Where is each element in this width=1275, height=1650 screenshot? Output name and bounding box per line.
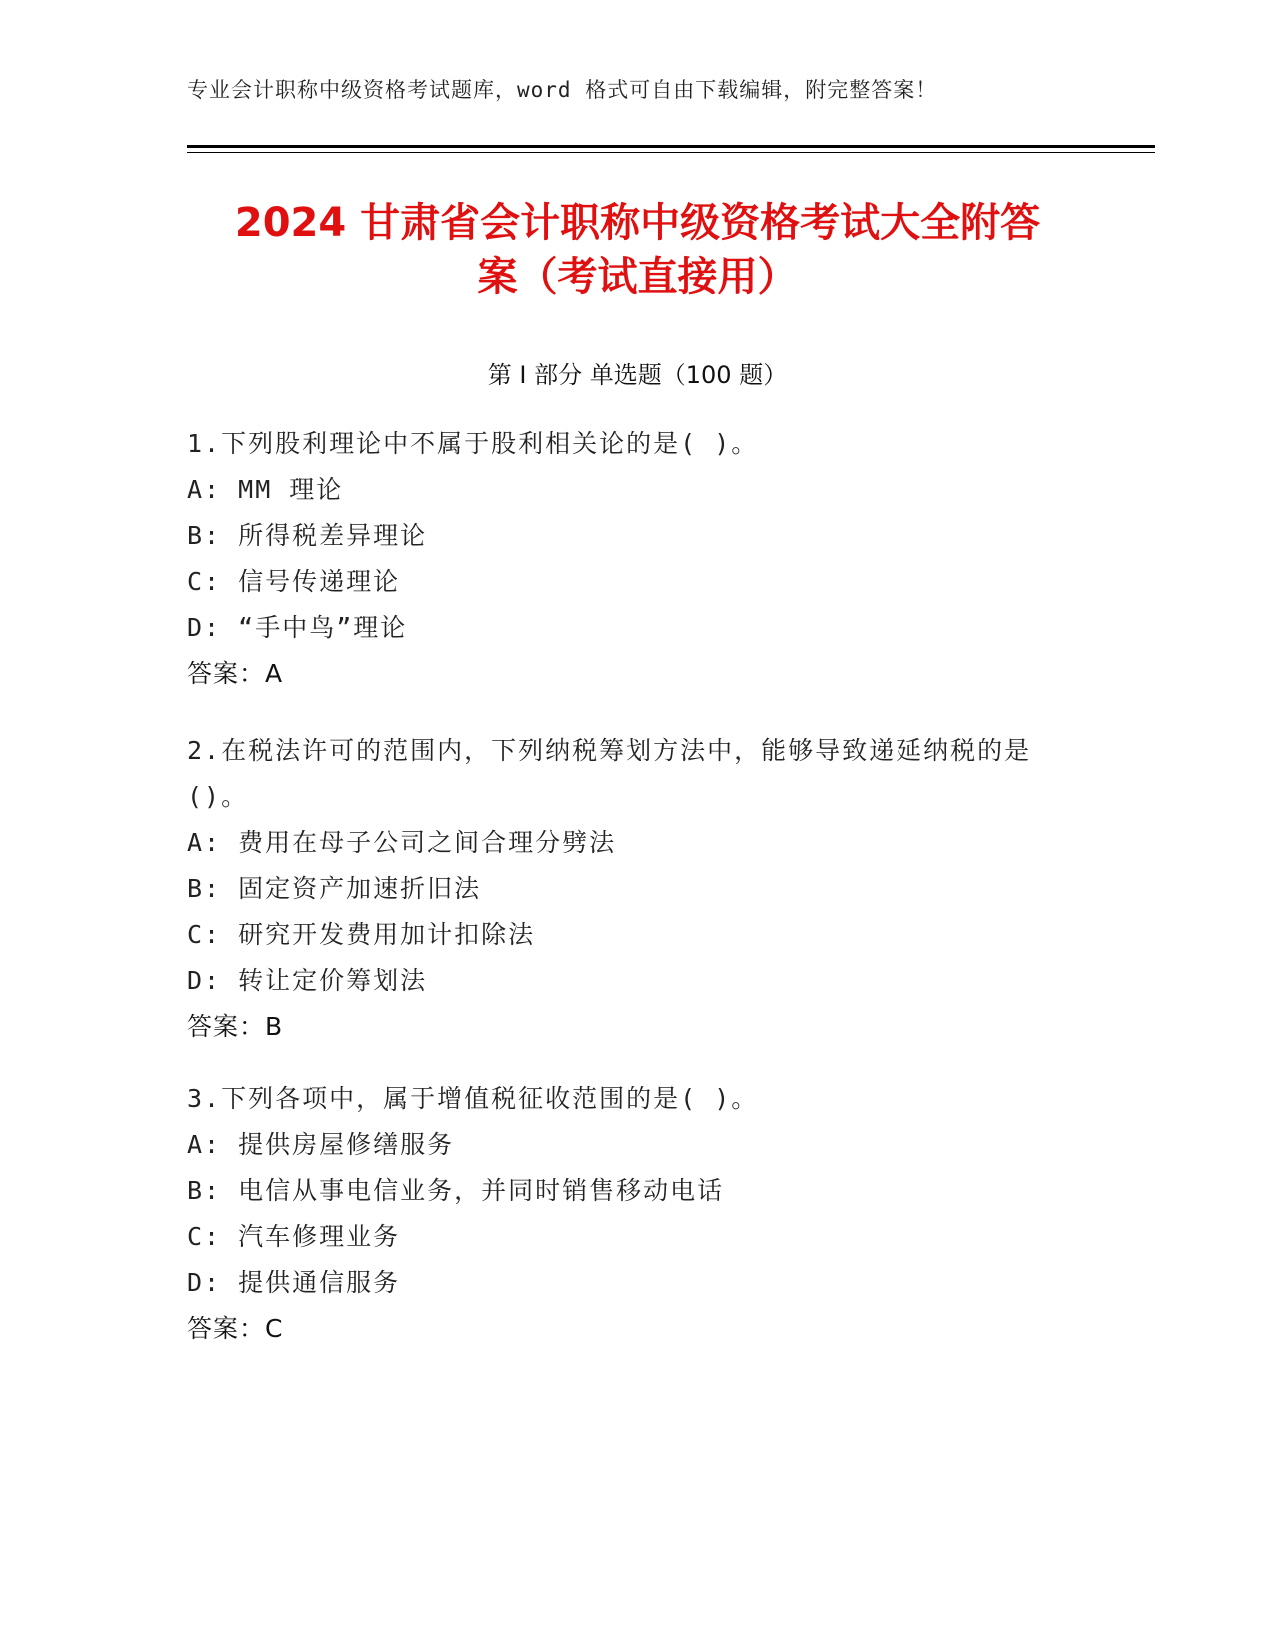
question-stem: 1.下列股利理论中不属于股利相关论的是( )。 [187,429,759,458]
question-stem: 2.在税法许可的范围内，下列纳税筹划方法中，能够导致递延纳税的是()。 [187,736,1032,811]
option-a: A: 提供房屋修缮服务 [187,1130,455,1159]
question-3 [187,1076,1087,1352]
question-2 [187,728,1087,1050]
option-d: D: 转让定价筹划法 [187,966,428,995]
answer-label: 答案：A [187,659,284,688]
document-title [160,196,1115,304]
option-d: D: “手中鸟”理论 [187,613,408,642]
question-stem: 3.下列各项中，属于增值税征收范围的是( )。 [187,1084,759,1113]
option-c: C: 研究开发费用加计扣除法 [187,920,536,949]
header-rule-thick [187,145,1155,148]
section-title: 第 I 部分 单选题（100 题） [487,361,788,389]
document-title-line-1: 2024 甘肃省会计职称中级资格考试大全附答 [234,200,1041,246]
option-b: B: 固定资产加速折旧法 [187,874,482,903]
answer-label: 答案：B [187,1012,284,1041]
option-b: B: 电信从事电信业务，并同时销售移动电话 [187,1176,725,1205]
option-a: A: MM 理论 [187,475,344,504]
option-d: D: 提供通信服务 [187,1268,401,1297]
answer-label: 答案：C [187,1314,284,1343]
option-c: C: 信号传递理论 [187,567,401,596]
option-c: C: 汽车修理业务 [187,1222,401,1251]
header-note: 专业会计职称中级资格考试题库，word 格式可自由下载编辑，附完整答案！ [187,78,938,102]
document-title-line-2: 案（考试直接用） [477,254,798,300]
option-b: B: 所得税差异理论 [187,521,428,550]
question-1 [187,421,1087,697]
header-rule-thin [187,152,1155,153]
option-a: A: 费用在母子公司之间合理分劈法 [187,828,617,857]
